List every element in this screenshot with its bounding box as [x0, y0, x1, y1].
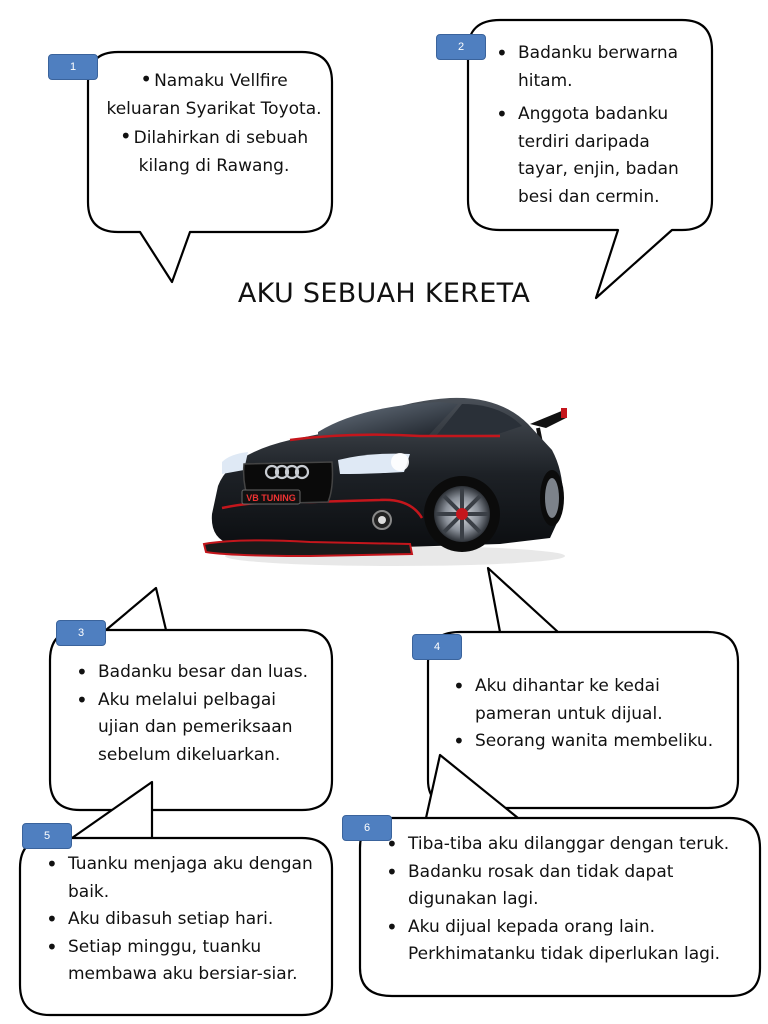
sports-car-image	[200, 388, 572, 568]
bubble-5-item: • Aku dibasuh setiap hari.	[46, 906, 324, 934]
bubble-4-item: • Seorang wanita membeliku.	[453, 728, 723, 756]
bubble-5-text	[46, 851, 324, 989]
bubble-number-5: 5	[22, 823, 72, 849]
bubble-3-item: • Badanku besar dan luas.	[76, 659, 316, 687]
bubble-2-item: • Badanku berwarna hitam.	[496, 40, 696, 95]
bubble-6-item: • Aku dijual kepada orang lain. Perkhimatanku tidak diperlukan lagi.	[386, 914, 748, 969]
bubble-6-item: • Badanku rosak dan tidak dapat digunakan lagi.	[386, 859, 748, 914]
plate-text: VB TUNING	[246, 493, 296, 503]
bubble-number-4: 4	[412, 634, 462, 660]
bubble-2-item: • Anggota badanku terdiri daripada tayar, enjin, badan besi dan cermin.	[496, 101, 696, 211]
bubble-1-item: • Namaku Vellfire keluaran Syarikat Toyota.	[104, 66, 324, 123]
bubble-2-text	[496, 40, 696, 211]
bubble-5-item: • Setiap minggu, tuanku membawa aku bersiar-siar.	[46, 934, 324, 989]
bubble-number-2: 2	[436, 34, 486, 60]
bubble-4-item: • Aku dihantar ke kedai pameran untuk dijual.	[453, 673, 723, 728]
bubble-number-3: 3	[56, 620, 106, 646]
bubble-3-text	[76, 659, 316, 769]
bubble-3-item: • Aku melalui pelbagai ujian dan pemeriksaan sebelum dikeluarkan.	[76, 687, 316, 770]
bubble-6-text	[386, 831, 748, 969]
bubble-1-item: • Dilahirkan di sebuah kilang di Rawang.	[104, 123, 324, 180]
bubble-1-text	[104, 66, 324, 180]
bubble-4-text	[453, 673, 723, 756]
bubble-number-6: 6	[342, 815, 392, 841]
bubble-number-1: 1	[48, 54, 98, 80]
bubble-5-item: • Tuanku menjaga aku dengan baik.	[46, 851, 324, 906]
page-title: AKU SEBUAH KERETA	[237, 278, 531, 309]
bubble-6-item: • Tiba-tiba aku dilanggar dengan teruk.	[386, 831, 748, 859]
